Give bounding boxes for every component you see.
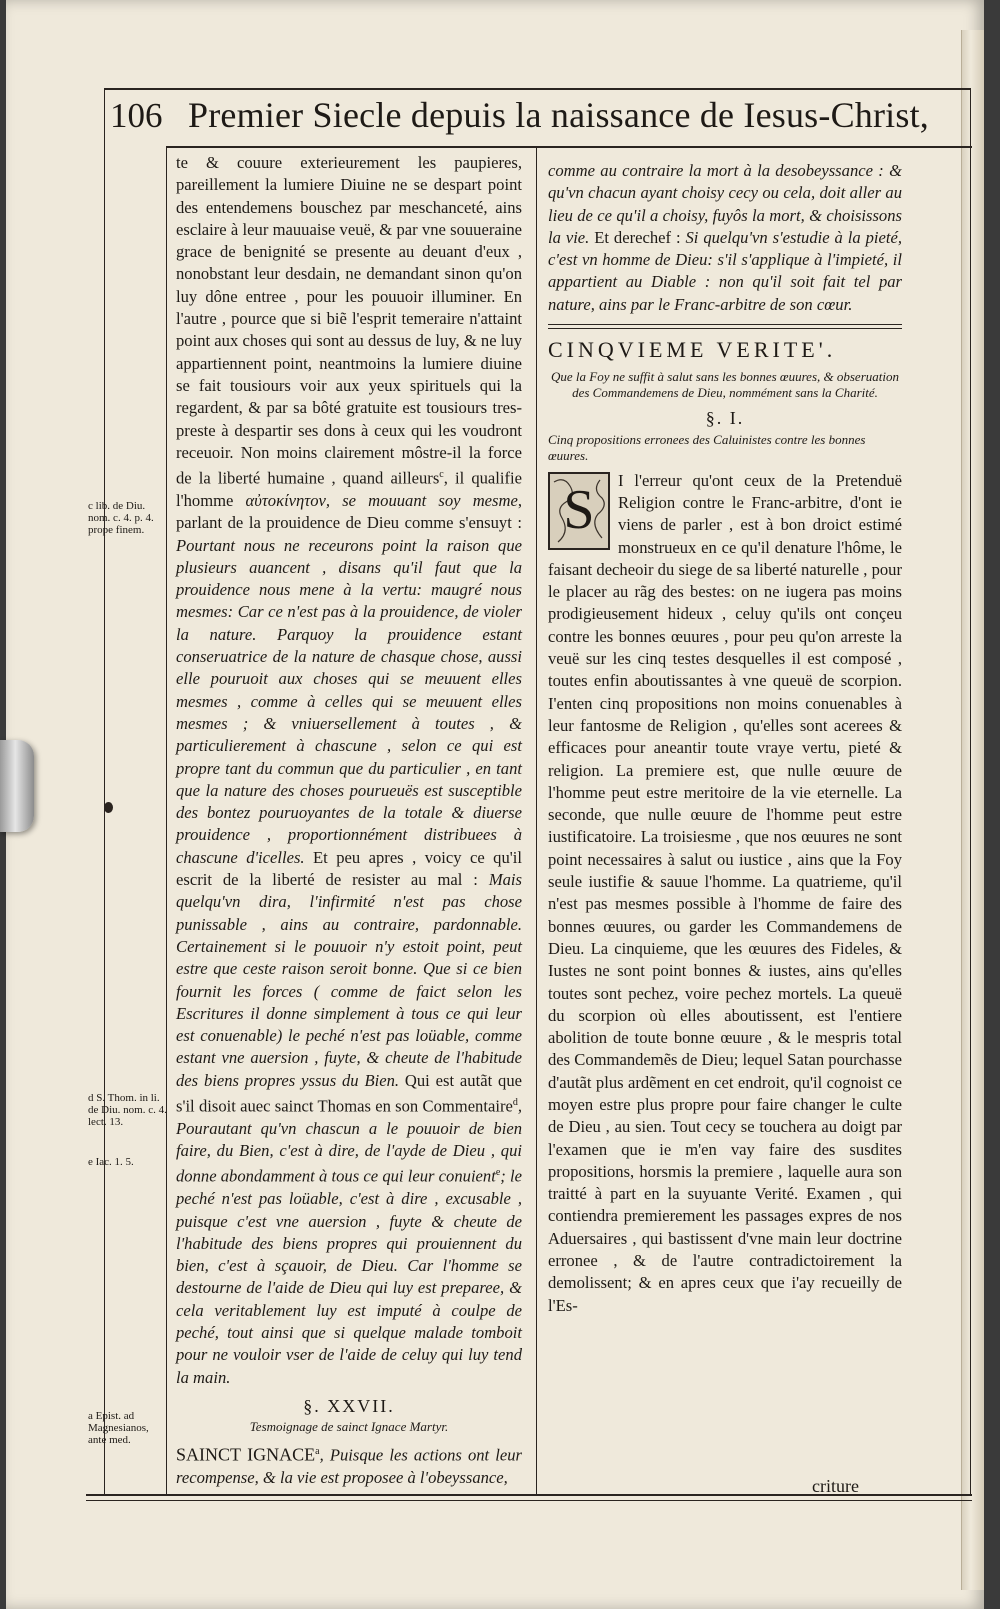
- quote-dionysius: Pourtant nous ne receurons point la raison que plusieurs auancent , disans qu'il faut que la prouidence nous mene à la vertu: maugré nous mesmes: Car ce n'est pas à la prouidence, de violer la nature. Parquoy la prouidence estant conseruatrice de la nature de chasque chose, aussi elle pouruoit aux choses qui se meuuent elles mesmes , comme à celles qui se meuuent elles mesmes ; & vniuersellement à toutes , & particulierement à chascune , selon ce qui est propre tant du commun que du particulier , en tant que la nature des choses pourueuës est susceptible des bontez pouruoyantes de la totale & diuerse prouidence , proportionnément distribuees à chascune d'icelles.: [176, 535, 522, 867]
- page-number: 106: [110, 96, 163, 135]
- margin-note: a Epist. ad Magnesianos, ante med.: [88, 1410, 149, 1446]
- quote-thomas: , Pourautant qu'vn chascun a le pouuoir de bien faire, du Bien, c'est à dire, de l'ayde de Dieu , qui donne abondamment à tous ce qui leur conuient: [176, 1096, 522, 1186]
- left-body: te & couure exterieurement les paupieres, pareillement la lumiere Diuine ne se despart point des entendemens bouschez par meschanceté, ains esclaire à leur mauuaise veuë, & par vne souueraine grace de benignité se presente au deuant d'eux , nonobstant leur desdain, ne demandant sinon qu'on luy dône entree , pour les pouuoir illuminer. En l'autre , pource que si biẽ l'esprit temeraire n'attaint point aux choses qui sont au dessus de luy, & ne luy appartiennent point, neantmoins la lumiere diuine se fait tousiours voir aux yeux spirituels qui la regardent, & par sa bôté gratuite est tousiours tres-preste à despartir ses dons à ceux qui les voudront receuoir. Non moins clairement môstre-il la force de la liberté humaine , quand ailleurs$^c$, il qualifie l'homme αὐτοκίνητον, se mouuant soy mesme, parlant de la prouidence de Dieu comme s'ensuyt : Pourtant nous ne receurons point la raison que plusieurs auancent , disans qu'il faut que la prouidence nous mene à la vertu: maugré nous mesmes: Car ce n'est pas à la prouidence, de violer la nature. Parquoy la prouidence estant conseruatrice de la nature de chasque chose, aussi elle pouruoit aux choses qui se meuuent elles mesmes , comme à celles qui se meuuent elles mesmes ; & vniuersellement à toutes , & particulierement à chascune , selon ce qui est propre tant du commun que du particulier , en tant que la nature des choses pourueuës est susceptible des bontez pouruoyantes de la totale & diuerse prouidence , proportionnément distribuees à chascune d'icelles. Et peu apres , voicy ce qu'il escrit de la liberté de resister au mal : Mais quelqu'vn dira, l'infirmité n'est pas chose punissable , ains au contraire, pardonnable. Certainement si le pouuoir n'y estoit point, peut estre que ceste raison seroit bonne. Que si ce bien fournit les forces ( comme de faict selon les Escritures il donne simplement à tous ce qui leur est conuenable) le peché n'est pas loüable, comme estant vne auersion , fuyte, & cheute de l'habitude des biens propres yssus du Bien. Qui est autãt que s'il disoit auec sainct Thomas en son Commentaire$^d$, Pourautant qu'vn chascun a le pouuoir de bien faire, du Bien, c'est à dire, de l'ayde de Dieu , qui donne abondamment à tous ce qui leur conuient$^e$; le peché n'est pas loüable, c'est à dire , excusable , puisque c'est vne auersion , fuyte & cheute de l'habitude des biens propres qui prouiennent du bien, c'est à sçauoir, de Dieu. Car l'homme se destourne de l'aide de Dieu qui luy est preparee, & cela veritablement luy est imputé à coulpe de peché, tout ainsi que si quelque malade tomboit pour ne vouloir vser de l'aide de celuy qui luy tend la main.: [176, 153, 523, 1387]
- column-divider: [536, 146, 537, 1494]
- margin-rule: [166, 146, 167, 1494]
- catchword: criture: [812, 1476, 859, 1496]
- section-subheading: Cinq propositions erronees des Caluinistes contre les bonnes œuures.: [548, 431, 866, 463]
- left-column: [176, 152, 522, 1489]
- svg-text:S: S: [563, 478, 595, 541]
- ink-blot: [104, 802, 113, 813]
- section-subheading: Tesmoignage de sainct Ignace Martyr.: [249, 1419, 449, 1435]
- chapter-subtitle: Que la Foy ne suffit à salut sans les bonnes œuures, & obseruation des Commandemens de Dieu, nommément sans la Charité.: [551, 369, 899, 401]
- margin-note: d S. Thom. in li. de Diu. nom. c. 4. lect. 13.: [88, 1092, 167, 1128]
- right-column: [548, 160, 902, 1317]
- outer-right-rule: [970, 88, 971, 1494]
- chapter-title: CINQVIEME VERITE'.: [548, 337, 837, 363]
- header-rule-lower: [166, 146, 972, 148]
- page-edge: [961, 30, 984, 1590]
- quote-resist: Mais quelqu'vn dira, l'infirmité n'est pas chose punissable , ains au contraire, pardonnable. Certainement si le pouuoir n'y estoit point, peut estre que ceste raison seroit bonne. Que si ce bien fournit les forces ( comme de faict selon les Escritures il donne simplement à tous ce qui leur est conuenable) le peché n'est pas loüable, comme estant vne auersion , fuyte, & cheute de l'habitude des biens propres yssus du Bien.: [176, 870, 522, 1090]
- ignatius-paragraph: SAINCT IGNACE$^a$, Puisque les actions ont leur recompense, & la vie est proposee à l'obeyssance,: [176, 1444, 522, 1488]
- right-body: S I l'erreur qu'ont ceux de la Pretenduë Religion contre le Franc-arbitre, d'ont ie viens de parler , est à bon droict estimé monstrueux en ce qu'il denature l'hôme, le faisant decheoir du siege de sa liberté naturelle , pour le placer au rãg des bestes: on ne iugera pas moins prodigieusement hideux , celuy qu'ils ont conçeu contre les bonnes œuures , pour peu qu'on arreste la veuë sur les cinq testes desquelles il est composé , toutes enfin aboutissantes à vne queuë de scorpion. I'enten cinq propositions non moins conuenables à leur fantosme de Religion , qu'elles sont acerees & efficaces pour aneantir toute vraye vertu, pieté & religion. La premiere est, que nulle œuure de l'homme peut estre meritoire de la vie eternelle. La seconde, que nulle œuure de l'homme peut estre iustificatoire. La troisiesme , que nos œuures ne sont point necessaires à salut ou iustice , ains que la Foy seule iustifie & sauue l'homme. La quatrieme, qu'il n'est pas mesmes possible à l'homme de faire des bonnes œuures, ou garder les Commandemens de Dieu. La cinquieme, que les œuures des Fideles, & Iustes ne sont point bonnes & iustes, ains qu'elles toutes sont pechez, voire pechez mortels. La queuë du scorpion où elles aboutissent, est l'entiere abolition de toute bonne œuure , & le mespris total des Commandemẽs de Dieu; lequel Satan pourchasse d'autãt plus ardẽment en cet endroit, qu'il cognoist ce moyen estre plus propre pour faire changer le culte de Dieu , au sien. Tout cecy se touchera au doigt par l'examen que ie m'en vay faire des susdites propositions, horsmis la premiere , laquelle aura son traitté à part en la suyuante Verité. Examen , qui contiendra premierement les passages expres de nos Aduersaires , qui bastissent d'vne main leur doctrine erronee , & de l'autre contradictoirement la demolissent; & en apres ceux que i'ay recueilly de l'Es-: [548, 470, 902, 1315]
- section-heading: §. I.: [705, 408, 745, 429]
- outer-left-rule: [104, 88, 105, 1494]
- header-rule: [104, 88, 970, 90]
- page-clip: [0, 740, 34, 832]
- ornamental-initial-icon: [548, 472, 610, 550]
- right-top-paragraph: comme au contraire la mort à la desobeyssance : & qu'vn chacun ayant choisy cecy ou cela, doit aller au lieu de ce qu'il a choisy, fuyôs la mort, & choisissons la vie. Et derechef : Si quelqu'vn s'estudie à la pieté, c'est vn homme de Dieu: s'il s'applique à l'impieté, il appartient au Diable : non qu'il soit fait tel par nature, ains par le Franc-arbitre de son cœur.: [548, 161, 902, 314]
- running-title: Premier Siecle depuis la naissance de Iesus-Christ,: [188, 95, 929, 135]
- margin-note: c lib. de Diu. nom. c. 4. p. 4. prope finem.: [88, 500, 154, 536]
- footer-rule-thin: [86, 1500, 972, 1501]
- chapter-rule: [548, 324, 902, 329]
- book-page: [6, 0, 984, 1609]
- running-header: [110, 96, 970, 142]
- section-heading: §. XXVII.: [303, 1395, 395, 1416]
- margin-note: e Iac. 1. 5.: [88, 1156, 134, 1168]
